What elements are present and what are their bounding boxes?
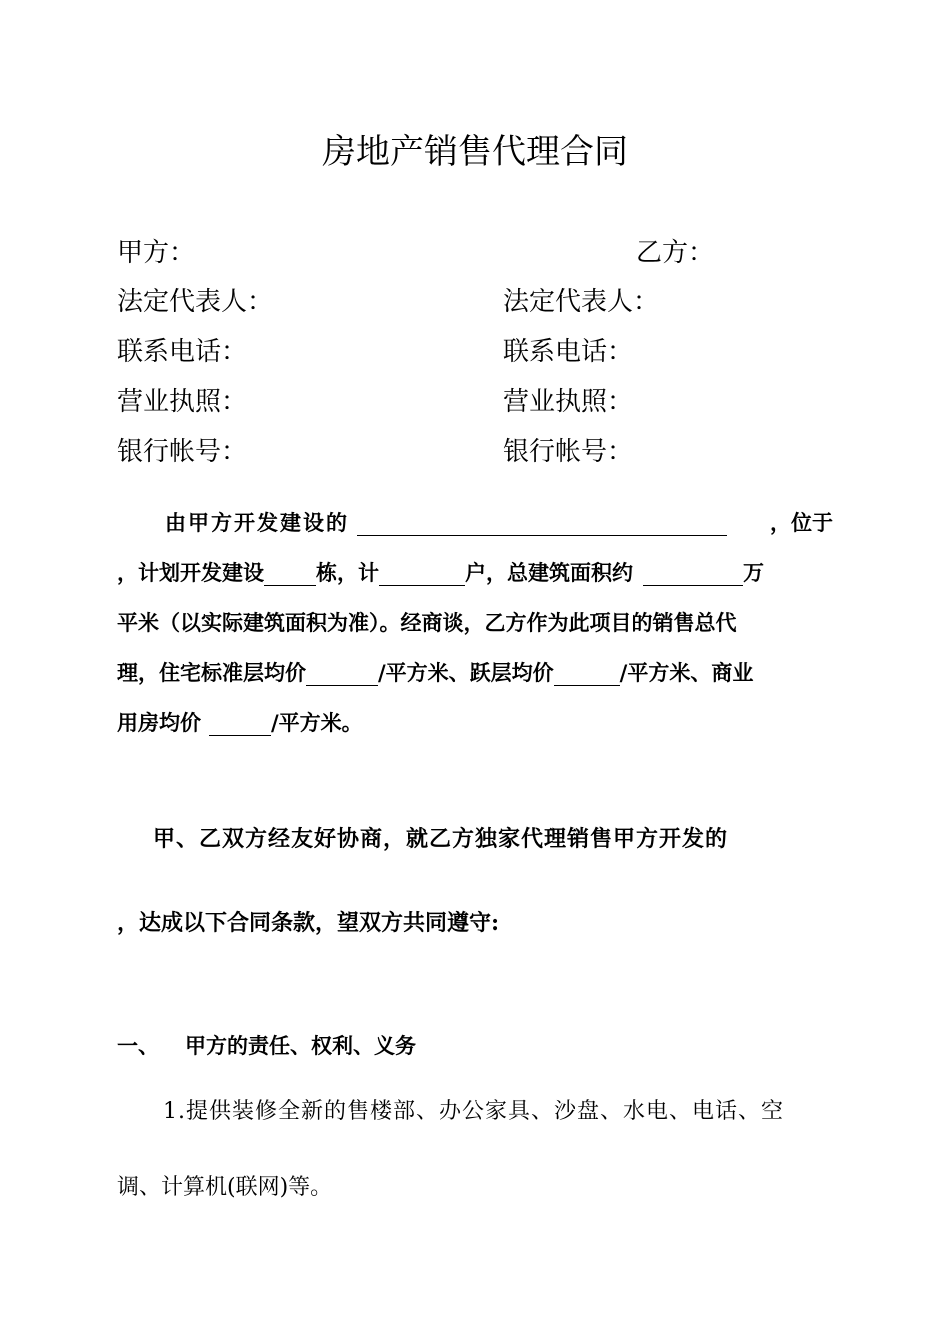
document-title: 房地产销售代理合同 xyxy=(322,132,628,172)
paragraph-line: 用房均价 /平方米。 xyxy=(117,710,363,735)
project-description-paragraph xyxy=(117,498,833,748)
paragraph-line: 1.提供装修全新的售楼部、办公家具、沙盘、水电、电话、空 xyxy=(163,1099,784,1124)
party-a-bank-label: 银行帐号： xyxy=(117,437,248,467)
party-a-license-label: 营业执照： xyxy=(117,387,248,417)
party-b-license-label: 营业执照： xyxy=(503,387,634,417)
party-a-rep-label: 法定代表人： xyxy=(117,287,274,317)
blank-building-count xyxy=(264,559,316,586)
paragraph-line: 理，住宅标准层均价 /平方米、跃层均价 /平方米、商业 xyxy=(117,660,754,685)
section-heading xyxy=(117,1028,416,1064)
clause-item xyxy=(117,1086,833,1238)
blank-unit-count xyxy=(379,559,465,586)
party-b-rep-label: 法定代表人： xyxy=(503,287,660,317)
paragraph-line: ，计划开发建设 栋，计 户，总建筑面积约 万 xyxy=(117,560,764,585)
party-b-bank-label: 银行帐号： xyxy=(503,437,634,467)
party-b-phone-label: 联系电话： xyxy=(503,337,634,367)
blank-duplex-price xyxy=(554,659,620,686)
paragraph-line: ，达成以下合同条款，望双方共同遵守: xyxy=(117,910,500,936)
paragraph-line: 甲、乙双方经友好协商，就乙方独家代理销售甲方开发的 xyxy=(153,826,729,852)
party-a-label: 甲方： xyxy=(117,238,196,268)
section-title: 甲方的责任、权利、义务 xyxy=(185,1033,416,1058)
blank-total-area xyxy=(643,559,743,586)
agreement-intro-paragraph xyxy=(117,808,833,954)
party-b-label: 乙方： xyxy=(636,238,715,268)
paragraph-line: 调、计算机(联网)等。 xyxy=(117,1175,333,1200)
section-number: 一、 xyxy=(117,1033,159,1058)
blank-commercial-price xyxy=(209,709,271,736)
blank-standard-floor-price xyxy=(306,659,378,686)
blank-project-name xyxy=(357,509,727,536)
paragraph-line: 由甲方开发建设的 ，位于 xyxy=(165,510,833,535)
paragraph-line: 平米（以实际建筑面积为准）。经商谈，乙方作为此项目的销售总代 xyxy=(117,610,737,635)
party-a-phone-label: 联系电话： xyxy=(117,337,248,367)
